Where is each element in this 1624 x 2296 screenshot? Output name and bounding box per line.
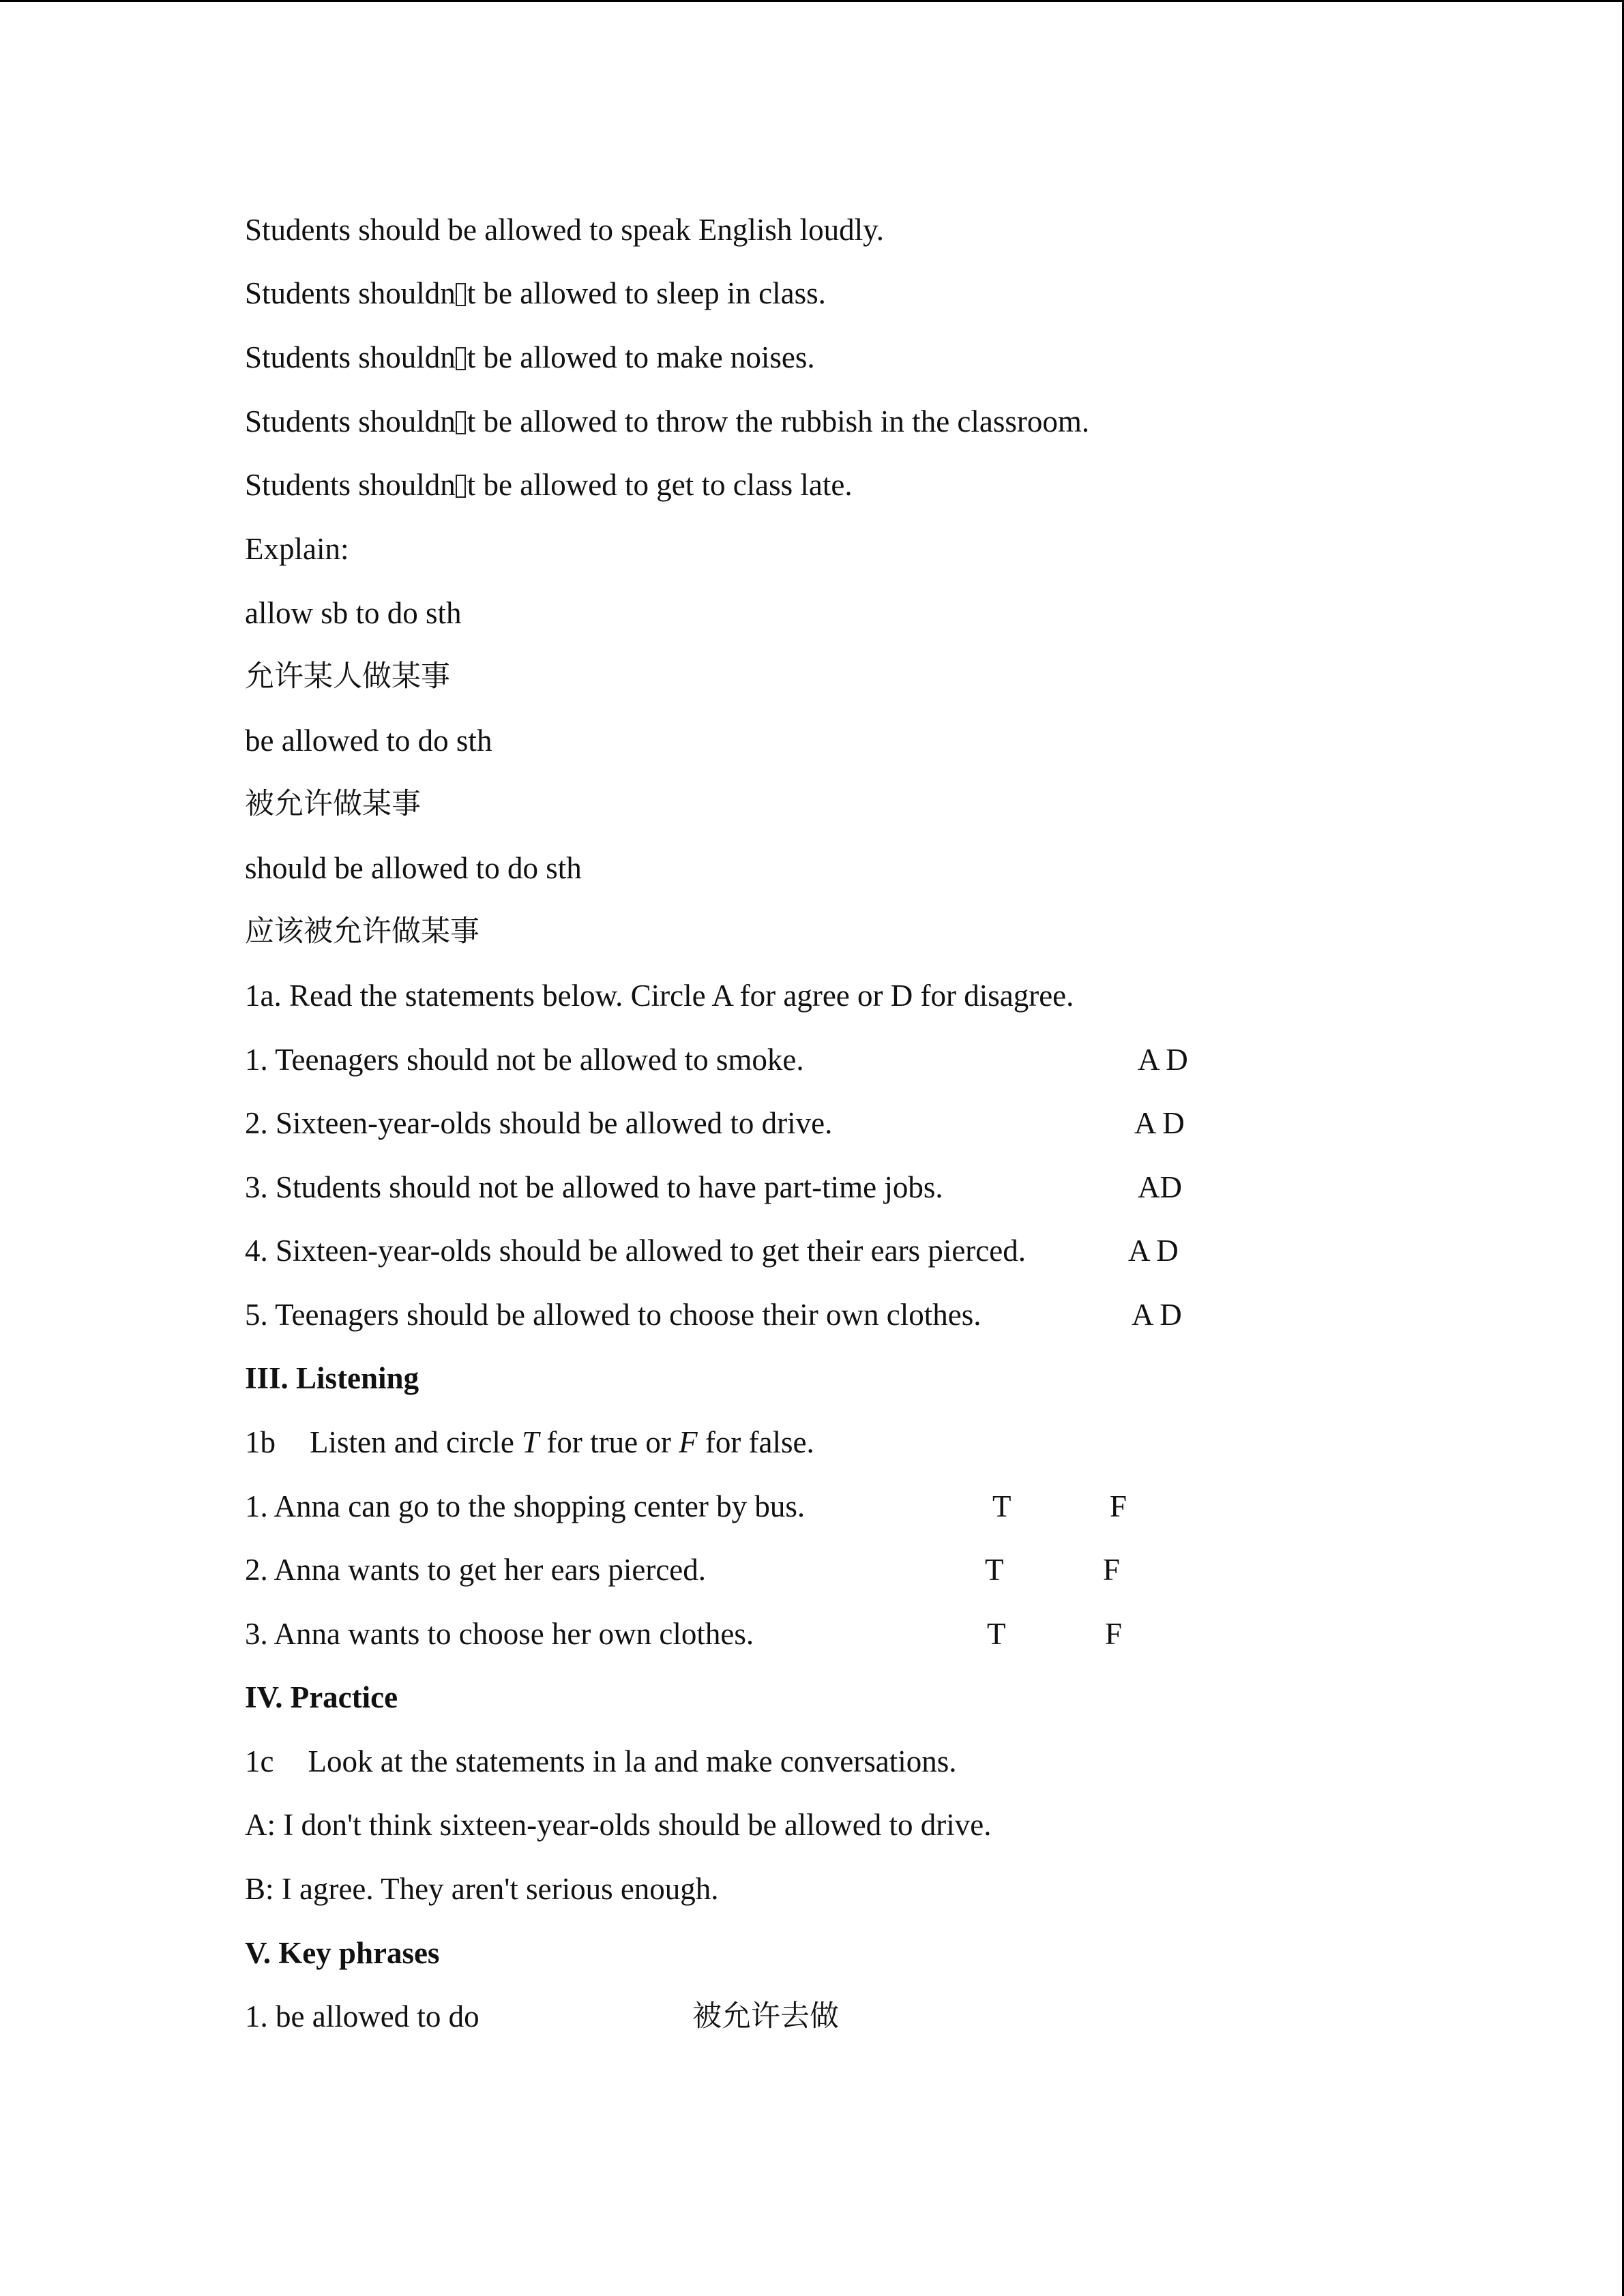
explain-item-zh: 允许某人做某事 <box>245 659 450 694</box>
agree-disagree-choice[interactable]: A D <box>1134 1106 1185 1140</box>
missing-glyph-icon <box>456 411 466 434</box>
rule-sentence <box>245 274 826 312</box>
explain-item: allow sb to do sth <box>245 596 462 630</box>
statement-text: 5. Teenagers should be allowed to choose their own clothes. <box>245 1298 981 1332</box>
dialogue-line: A: I don't think sixteen-year-olds should be allowed to drive. <box>245 1808 992 1842</box>
rule-text: Students shouldn <box>245 468 456 502</box>
rule-sentence <box>245 466 853 504</box>
false-choice[interactable]: F <box>1103 1553 1121 1587</box>
section-heading-practice: IV. Practice <box>245 1680 398 1714</box>
rule-sentence <box>245 338 815 376</box>
missing-glyph-icon <box>456 283 466 306</box>
statement-row <box>245 1232 1026 1270</box>
missing-glyph-icon <box>456 475 466 498</box>
statement-text: 1. Teenagers should not be allowed to smoke. <box>245 1043 804 1077</box>
task-label: 1b <box>245 1425 276 1459</box>
statement-row <box>245 1296 981 1334</box>
instruction-text: Look at the statements in la and make conversations. <box>308 1744 957 1778</box>
task-1c-instruction <box>245 1742 956 1780</box>
statement-text: 2. Sixteen-year-olds should be allowed to drive. <box>245 1106 833 1140</box>
agree-disagree-choice[interactable]: A D <box>1132 1298 1182 1332</box>
rule-sentence <box>245 211 884 249</box>
listening-item-text: 1. Anna can go to the shopping center by bus. <box>245 1489 806 1523</box>
agree-disagree-choice[interactable]: AD <box>1138 1170 1182 1204</box>
true-choice[interactable]: T <box>987 1617 1006 1651</box>
explain-item: be allowed to do sth <box>245 724 492 758</box>
instruction-text: for true or <box>539 1425 679 1459</box>
true-choice[interactable]: T <box>985 1553 1004 1587</box>
explain-item-zh: 应该被允许做某事 <box>245 914 479 949</box>
statement-text: 3. Students should not be allowed to have part-time jobs. <box>245 1170 943 1204</box>
false-choice[interactable]: F <box>1110 1489 1127 1523</box>
statement-row <box>245 1168 943 1206</box>
key-phrase-en: 1. be allowed to do <box>245 1999 479 2033</box>
task-1a-instruction: 1a. Read the statements below. Circle A for agree or D for disagree. <box>245 979 1074 1013</box>
instruction-text: for false. <box>697 1425 814 1459</box>
key-phrase-zh: 被允许去做 <box>692 1999 839 2033</box>
statement-row <box>245 1041 804 1079</box>
instruction-text: Listen and circle <box>310 1425 522 1459</box>
explain-heading: Explain: <box>245 532 349 566</box>
explain-item: should be allowed to do sth <box>245 851 582 885</box>
false-letter: F <box>679 1425 698 1459</box>
missing-glyph-icon <box>456 347 466 370</box>
explain-item-zh: 被允许做某事 <box>245 787 421 821</box>
section-heading-key-phrases: V. Key phrases <box>245 1936 440 1970</box>
rule-sentence <box>245 402 1089 441</box>
task-1b-instruction <box>245 1423 814 1461</box>
agree-disagree-choice[interactable]: A D <box>1128 1234 1179 1268</box>
listening-item-text: 2. Anna wants to get her ears pierced. <box>245 1553 707 1587</box>
false-choice[interactable]: F <box>1105 1617 1123 1651</box>
rule-text: t be allowed to sleep in class. <box>467 276 826 310</box>
agree-disagree-choice[interactable]: A D <box>1138 1043 1188 1077</box>
statement-text: 4. Sixteen-year-olds should be allowed to get their ears pierced. <box>245 1234 1026 1268</box>
rule-text: t be allowed to make noises. <box>467 340 815 374</box>
true-choice[interactable]: T <box>992 1489 1012 1523</box>
rule-text: t be allowed to get to class late. <box>467 468 853 502</box>
rule-text: Students shouldn <box>245 340 456 374</box>
rule-text: Students should be allowed to speak English loudly. <box>245 213 885 247</box>
rule-text: t be allowed to throw the rubbish in the classroom. <box>467 404 1090 438</box>
rule-text: Students shouldn <box>245 404 456 438</box>
task-label: 1c <box>245 1744 274 1778</box>
true-letter: T <box>522 1425 540 1459</box>
dialogue-line: B: I agree. They aren't serious enough. <box>245 1872 719 1906</box>
listening-item-text: 3. Anna wants to choose her own clothes. <box>245 1617 754 1651</box>
statement-row <box>245 1104 832 1142</box>
section-heading-listening: III. Listening <box>245 1361 419 1395</box>
rule-text: Students shouldn <box>245 276 456 310</box>
